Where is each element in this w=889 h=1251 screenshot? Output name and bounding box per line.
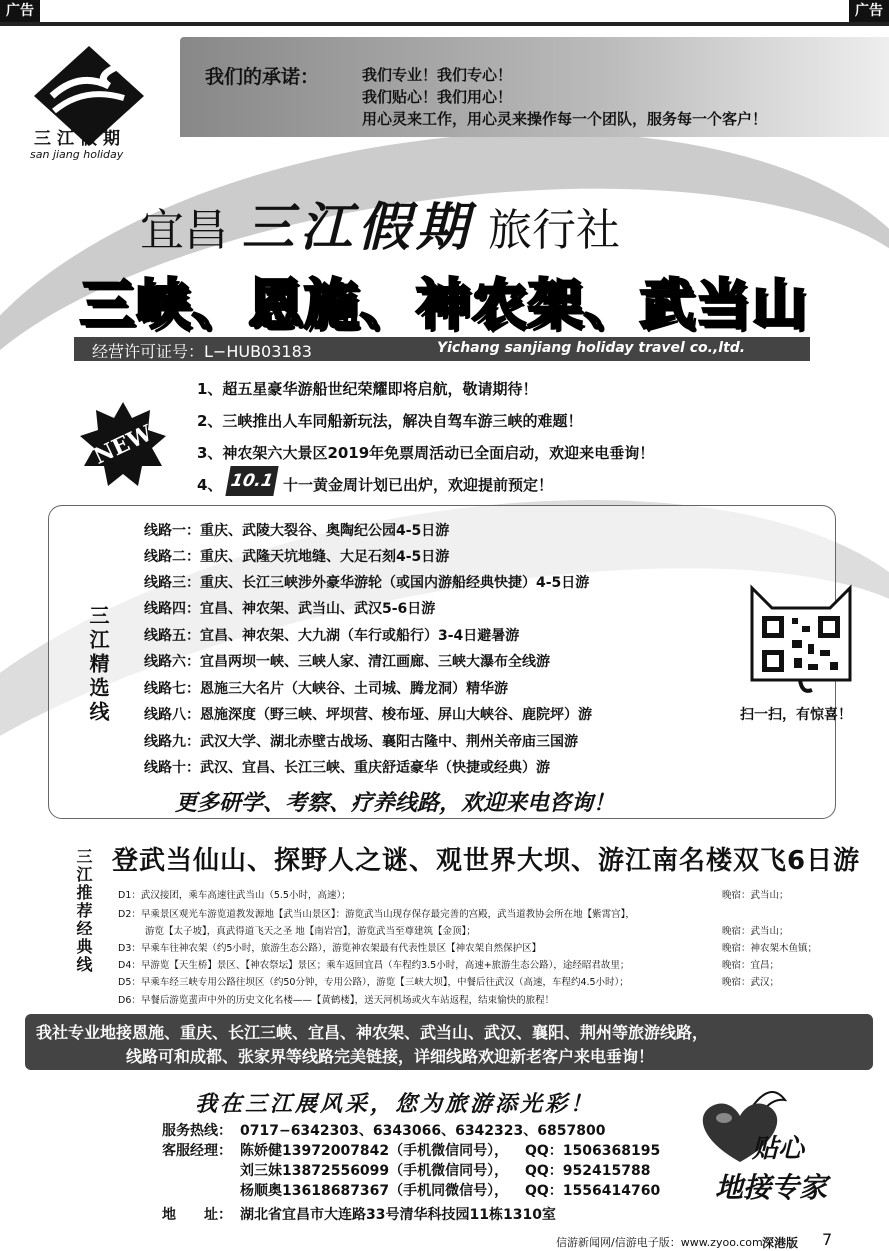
top-rule: [0, 22, 889, 26]
itinerary-stay-4: 晚宿：宜昌；: [722, 960, 780, 971]
title-post: 旅行社: [488, 205, 621, 256]
address: 湖北省宜昌市大连路33号清华科技园11栋1310室: [240, 1207, 556, 1223]
route-10: 线路十：武汉、宜昌、长江三峡、重庆舒适豪华（快捷或经典）游: [144, 760, 550, 776]
recommend-side-title: 三江推荐经典线: [74, 848, 93, 974]
news-item-3: 3、神农架六大景区2019年免票周活动已全面启动，欢迎来电垂询！: [197, 444, 655, 462]
license-number: 经营许可证号：L−HUB03183: [92, 342, 312, 361]
dijie-expert-label: 地接专家: [715, 1171, 828, 1204]
footer-edition: 深港版: [762, 1236, 799, 1250]
itinerary-day-2-cont: 游览【太子坡】，真武得道飞天之圣 地【南岩宫】，游览武当至尊建筑【金顶】；: [145, 926, 476, 937]
ad-label-right: 广告: [849, 0, 889, 22]
route-1: 线路一：重庆、武陵大裂谷、奥陶纪公园4-5日游: [144, 523, 450, 539]
destinations-headline: 三峡、恩施、神农架、武当山: [80, 273, 808, 336]
band-line-2: 线路可和成都、张家界等线路完美链接，详细线路欢迎新老客户来电垂询！: [126, 1047, 655, 1066]
holiday-10-1-badge: 10.1: [225, 466, 278, 496]
route-2: 线路二：重庆、武隆天坑地缝、大足石刻4-5日游: [144, 549, 450, 565]
route-7: 线路七：恩施三大名片（大峡谷、土司城、腾龙洞）精华游: [144, 681, 508, 697]
footer-source: 信游新闻网/信游电子版：www.zyoo.com: [556, 1236, 763, 1249]
route-5: 线路五：宜昌、神农架、大九湖（车行或船行）3-4日避暑游: [144, 628, 520, 644]
itinerary-day-3: D3：早乘车往神农架（约5小时，旅游生态公路），游览神农架最有代表性景区【神农架自然保护区】: [118, 943, 542, 954]
itinerary-stay-2: 晚宿：武当山；: [722, 926, 789, 937]
routes-side-title: 三江精选线: [86, 605, 110, 725]
manager-1-qq: QQ：1506368195: [525, 1143, 661, 1159]
itinerary-stay-5: 晚宿：武汉；: [722, 977, 780, 988]
new-starburst-icon: [78, 400, 168, 490]
promise-label: 我们的承诺：: [205, 66, 320, 88]
itinerary-day-4: D4：早游览【天生桥】景区、【神农祭坛】景区；乘车返回宜昌（车程约3.5小时，高速+旅游生态公路），途经昭君故里；: [118, 960, 630, 971]
itinerary-day-2: D2：早乘景区观光车游览道教发源地【武当山景区】：游览武当山现存保存最完善的宫殿，武当道教协会所在地【紫霄宫】，: [118, 909, 635, 920]
route-6: 线路六：宜昌两坝一峡、三峡人家、清江画廊、三峡大瀑布全线游: [144, 654, 550, 670]
more-routes-note: 更多研学、考察、疗养线路，欢迎来电咨询！: [175, 791, 616, 816]
slogan: 我在三江展风采，您为旅游添光彩！: [195, 1091, 596, 1117]
band-line-1: 我社专业地接恩施、重庆、长江三峡、宜昌、神农架、武当山、武汉、襄阳、荆州等旅游线路，: [36, 1023, 709, 1042]
manager-1: 陈娇健13972007842（手机微信同号），: [240, 1143, 509, 1159]
hotline-numbers: 0717−6342303、6343066、6342323、6857800: [240, 1123, 606, 1139]
address-label: 地 址：: [162, 1207, 232, 1223]
recommend-title: 登武当仙山、探野人之谜、观世界大坝、游江南名楼双飞6日游: [112, 846, 861, 876]
route-8: 线路八：恩施深度（野三峡、坪坝营、梭布垭、屏山大峡谷、鹿院坪）游: [144, 707, 592, 723]
itinerary-day-6: D6：早餐后游览蜚声中外的历史文化名楼——【黄鹤楼】，送天河机场或火车站返程，结束愉快的旅程！: [118, 995, 555, 1006]
promise-line-2: 我们贴心！我们用心！: [362, 88, 513, 106]
manager-3-qq: QQ：1556414760: [525, 1183, 661, 1199]
manager-2-qq: QQ：952415788: [525, 1163, 651, 1179]
ad-label-left: 广告: [0, 0, 40, 22]
itinerary-day-1: D1：武汉接团，乘车高速往武当山（5.5小时，高速）；: [118, 890, 351, 901]
news-item-4-prefix: 4、: [197, 476, 223, 494]
page-number: 7: [822, 1230, 833, 1249]
hotline-label: 服务热线：: [162, 1123, 232, 1139]
news-item-1: 1、超五星豪华游船世纪荣耀即将启航，敬请期待！: [197, 380, 538, 398]
itinerary-stay-1: 晚宿：武当山；: [722, 890, 789, 901]
logo-pinyin: san jiang holiday: [30, 148, 124, 161]
title-brand: 三江假期: [242, 197, 475, 258]
promise-line-3: 用心灵来工作，用心灵来操作每一个团队，服务每一个客户！: [362, 110, 768, 128]
manager-3: 杨顺奥13618687367（手机同微信号），: [240, 1183, 509, 1199]
itinerary-day-5: D5：早乘车经三峡专用公路往坝区（约50分钟，专用公路），游览【三峡大坝】，中餐后往武汉（高速，车程约4.5小时）；: [118, 977, 629, 988]
title-pre: 宜昌: [140, 205, 228, 256]
manager-label: 客服经理：: [162, 1143, 232, 1159]
route-3: 线路三：重庆、长江三峡涉外豪华游轮（或国内游船经典快捷）4-5日游: [144, 575, 590, 591]
company-english-name: Yichang sanjiang holiday travel co.,ltd.: [437, 340, 746, 356]
itinerary-stay-3: 晚宿：神农架木鱼镇；: [722, 943, 818, 954]
new-label: NEW: [89, 420, 157, 470]
company-title: [140, 185, 620, 260]
promise-line-1: 我们专业！我们专心！: [362, 66, 513, 84]
news-item-4: 十一黄金周计划已出炉，欢迎提前预定！: [283, 476, 554, 494]
route-9: 线路九：武汉大学、湖北赤壁古战场、襄阳古隆中、荆州关帝庙三国游: [144, 734, 578, 750]
scan-caption: 扫一扫，有惊喜！: [740, 707, 852, 723]
manager-2: 刘三妹13872556099（手机微信同号），: [240, 1163, 509, 1179]
route-4: 线路四：宜昌、神农架、武当山、武汉5-6日游: [144, 601, 436, 617]
qr-code-icon[interactable]: [742, 580, 860, 698]
tiexin-label: 贴心: [752, 1134, 805, 1164]
logo-name: 三江假期: [34, 129, 126, 149]
news-item-2: 2、三峡推出人车同船新玩法，解决自驾车游三峡的难题！: [197, 412, 583, 430]
